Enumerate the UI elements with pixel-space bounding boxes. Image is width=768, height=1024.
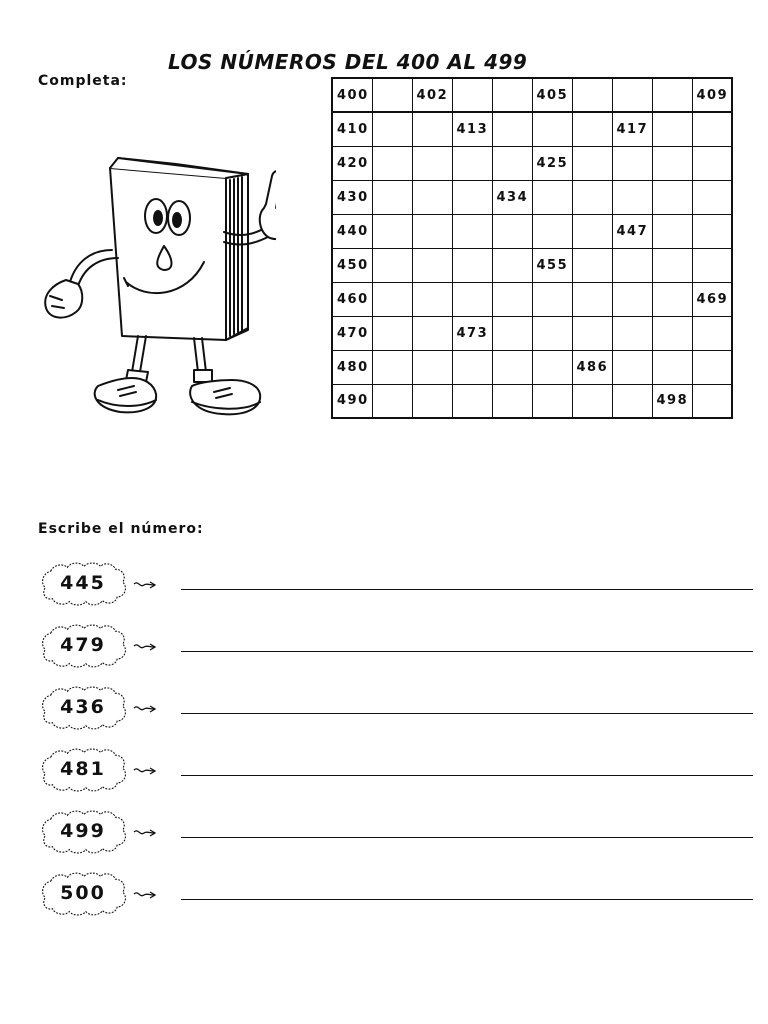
grid-row xyxy=(332,248,732,282)
cloud-number: 479 xyxy=(60,634,106,656)
grid-cell[interactable] xyxy=(652,78,692,112)
grid-row xyxy=(332,350,732,384)
grid-cell[interactable] xyxy=(412,282,452,316)
squiggle-arrow-icon xyxy=(132,888,158,902)
grid-cell: 440 xyxy=(332,214,372,248)
number-cloud xyxy=(38,622,130,670)
grid-cell: 470 xyxy=(332,316,372,350)
answer-line[interactable] xyxy=(181,713,753,714)
book-mascot-illustration xyxy=(36,150,276,430)
write-number-row xyxy=(38,808,753,858)
grid-cell[interactable] xyxy=(652,316,692,350)
grid-cell[interactable] xyxy=(652,350,692,384)
grid-cell[interactable] xyxy=(652,180,692,214)
grid-cell[interactable] xyxy=(532,316,572,350)
grid-cell[interactable] xyxy=(372,78,412,112)
grid-cell[interactable] xyxy=(372,180,412,214)
grid-cell[interactable] xyxy=(572,282,612,316)
number-cloud xyxy=(38,684,130,732)
grid-cell[interactable] xyxy=(372,112,412,146)
grid-cell: 490 xyxy=(332,384,372,418)
grid-cell: 400 xyxy=(332,78,372,112)
grid-cell[interactable] xyxy=(532,214,572,248)
grid-cell[interactable] xyxy=(412,146,452,180)
page-title: LOS NÚMEROS DEL 400 AL 499 xyxy=(168,50,528,74)
grid-cell[interactable] xyxy=(692,146,732,180)
grid-cell[interactable] xyxy=(372,384,412,418)
grid-cell[interactable] xyxy=(492,350,532,384)
grid-cell[interactable] xyxy=(492,146,532,180)
grid-cell[interactable] xyxy=(492,78,532,112)
grid-cell[interactable] xyxy=(612,180,652,214)
grid-cell[interactable] xyxy=(612,282,652,316)
grid-cell[interactable] xyxy=(692,248,732,282)
grid-cell: 405 xyxy=(532,78,572,112)
instruction-write: Escribe el número: xyxy=(38,521,204,537)
grid-cell: 417 xyxy=(612,112,652,146)
squiggle-arrow-icon xyxy=(132,764,158,778)
grid-row xyxy=(332,316,732,350)
grid-cell[interactable] xyxy=(692,316,732,350)
answer-line[interactable] xyxy=(181,589,753,590)
squiggle-arrow-icon xyxy=(132,702,158,716)
grid-cell[interactable] xyxy=(452,384,492,418)
number-cloud xyxy=(38,560,130,608)
grid-cell[interactable] xyxy=(612,350,652,384)
grid-row xyxy=(332,282,732,316)
grid-row xyxy=(332,180,732,214)
grid-cell[interactable] xyxy=(572,146,612,180)
grid-row xyxy=(332,146,732,180)
grid-row xyxy=(332,78,732,112)
grid-cell[interactable] xyxy=(372,316,412,350)
grid-cell[interactable] xyxy=(532,112,572,146)
grid-cell[interactable] xyxy=(492,112,532,146)
grid-cell[interactable] xyxy=(572,248,612,282)
grid-cell[interactable] xyxy=(452,180,492,214)
grid-cell[interactable] xyxy=(572,316,612,350)
grid-cell: 420 xyxy=(332,146,372,180)
grid-cell: 469 xyxy=(692,282,732,316)
grid-cell[interactable] xyxy=(492,248,532,282)
grid-cell[interactable] xyxy=(652,214,692,248)
cloud-number: 500 xyxy=(60,882,106,904)
grid-cell: 450 xyxy=(332,248,372,282)
grid-cell[interactable] xyxy=(612,78,652,112)
grid-cell[interactable] xyxy=(492,316,532,350)
grid-cell[interactable] xyxy=(692,384,732,418)
grid-cell[interactable] xyxy=(572,214,612,248)
grid-cell[interactable] xyxy=(652,248,692,282)
grid-cell[interactable] xyxy=(452,248,492,282)
squiggle-arrow-icon xyxy=(132,640,158,654)
squiggle-arrow-icon xyxy=(132,578,158,592)
grid-cell: 447 xyxy=(612,214,652,248)
write-number-row xyxy=(38,746,753,796)
instruction-complete: Completa: xyxy=(38,73,128,89)
number-grid xyxy=(331,77,733,419)
grid-cell[interactable] xyxy=(412,248,452,282)
grid-cell: 434 xyxy=(492,180,532,214)
grid-cell[interactable] xyxy=(372,282,412,316)
write-number-row xyxy=(38,622,753,672)
cloud-number: 481 xyxy=(60,758,106,780)
answer-line[interactable] xyxy=(181,651,753,652)
grid-cell[interactable] xyxy=(572,78,612,112)
grid-cell: 425 xyxy=(532,146,572,180)
grid-cell[interactable] xyxy=(412,112,452,146)
grid-cell[interactable] xyxy=(492,282,532,316)
grid-cell[interactable] xyxy=(532,282,572,316)
answer-line[interactable] xyxy=(181,837,753,838)
grid-cell[interactable] xyxy=(692,112,732,146)
grid-cell[interactable] xyxy=(612,384,652,418)
grid-cell: 409 xyxy=(692,78,732,112)
grid-cell[interactable] xyxy=(572,180,612,214)
grid-cell: 480 xyxy=(332,350,372,384)
grid-cell[interactable] xyxy=(372,248,412,282)
squiggle-arrow-icon xyxy=(132,826,158,840)
grid-cell[interactable] xyxy=(532,384,572,418)
answer-line[interactable] xyxy=(181,775,753,776)
grid-cell: 430 xyxy=(332,180,372,214)
answer-line[interactable] xyxy=(181,899,753,900)
grid-cell: 455 xyxy=(532,248,572,282)
number-cloud xyxy=(38,808,130,856)
grid-cell[interactable] xyxy=(412,316,452,350)
grid-cell[interactable] xyxy=(452,146,492,180)
grid-cell[interactable] xyxy=(452,78,492,112)
cloud-number: 436 xyxy=(60,696,106,718)
grid-cell[interactable] xyxy=(372,146,412,180)
grid-cell[interactable] xyxy=(452,282,492,316)
number-cloud xyxy=(38,870,130,918)
grid-cell[interactable] xyxy=(612,248,652,282)
grid-cell: 402 xyxy=(412,78,452,112)
grid-cell[interactable] xyxy=(652,112,692,146)
grid-cell[interactable] xyxy=(652,146,692,180)
grid-cell[interactable] xyxy=(532,180,572,214)
grid-cell[interactable] xyxy=(612,146,652,180)
grid-cell[interactable] xyxy=(692,350,732,384)
grid-cell: 498 xyxy=(652,384,692,418)
grid-cell[interactable] xyxy=(572,384,612,418)
grid-cell[interactable] xyxy=(452,214,492,248)
grid-cell[interactable] xyxy=(532,350,572,384)
write-number-row xyxy=(38,870,753,920)
grid-cell: 473 xyxy=(452,316,492,350)
grid-cell: 460 xyxy=(332,282,372,316)
write-number-row xyxy=(38,684,753,734)
cloud-number: 499 xyxy=(60,820,106,842)
grid-cell[interactable] xyxy=(412,180,452,214)
grid-cell[interactable] xyxy=(492,214,532,248)
grid-row xyxy=(332,214,732,248)
grid-cell: 413 xyxy=(452,112,492,146)
grid-cell: 486 xyxy=(572,350,612,384)
grid-row xyxy=(332,112,732,146)
grid-row xyxy=(332,384,732,418)
grid-cell[interactable] xyxy=(572,112,612,146)
grid-cell[interactable] xyxy=(492,384,532,418)
write-number-row xyxy=(38,560,753,610)
grid-cell[interactable] xyxy=(372,214,412,248)
number-cloud xyxy=(38,746,130,794)
cloud-number: 445 xyxy=(60,572,106,594)
grid-cell: 410 xyxy=(332,112,372,146)
grid-cell[interactable] xyxy=(372,350,412,384)
grid-cell[interactable] xyxy=(452,350,492,384)
grid-cell[interactable] xyxy=(692,180,732,214)
grid-cell[interactable] xyxy=(652,282,692,316)
grid-cell[interactable] xyxy=(412,350,452,384)
grid-cell[interactable] xyxy=(412,384,452,418)
grid-cell[interactable] xyxy=(692,214,732,248)
grid-cell[interactable] xyxy=(412,214,452,248)
grid-cell[interactable] xyxy=(612,316,652,350)
